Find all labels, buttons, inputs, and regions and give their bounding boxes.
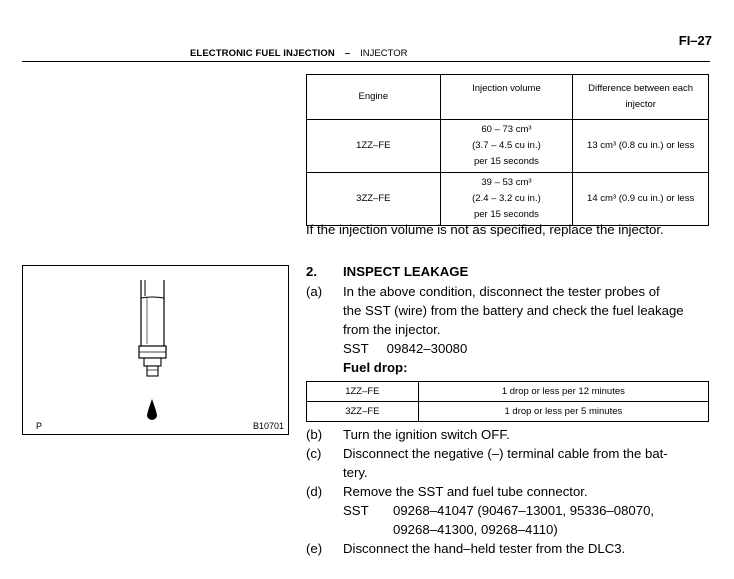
sst-value: 09842–30080 — [386, 341, 468, 356]
header-rule — [22, 61, 710, 62]
running-header — [190, 48, 407, 59]
substep-label-e: (e) — [306, 541, 323, 556]
column-header-difference-text: Difference between each injector — [588, 83, 694, 110]
volume-line: (2.4 – 3.2 cu in.) — [472, 193, 541, 204]
step-title: INSPECT LEAKAGE — [343, 264, 469, 279]
engine-cell: 1ZZ–FE — [307, 382, 419, 402]
engine-cell: 3ZZ–FE — [307, 173, 441, 226]
volume-line: per 15 seconds — [473, 209, 539, 220]
sst-label: SST — [343, 341, 369, 356]
injection-volume-table — [306, 74, 709, 226]
fuel-drop-icon — [147, 399, 157, 420]
volume-line: 60 – 73 cm³ — [481, 124, 532, 135]
sst-value-line: 09268–41047 (90467–13001, 95336–08070, — [393, 503, 655, 518]
figure-corner-label: P — [36, 421, 43, 431]
text-line: from the injector. — [343, 322, 441, 337]
figure-id: B10701 — [252, 421, 284, 431]
substep-label-c: (c) — [306, 446, 322, 461]
column-header-difference — [573, 75, 709, 120]
table-header-row — [307, 75, 709, 120]
volume-line: per 15 seconds — [473, 156, 539, 167]
step-number: 2. — [306, 264, 317, 279]
text-line: Disconnect the negative (–) terminal cable from the bat- — [343, 446, 668, 461]
fuel-drop-table — [306, 381, 709, 422]
volume-cell — [440, 173, 573, 226]
substep-label-a: (a) — [306, 284, 323, 299]
difference-cell: 14 cm³ (0.9 cu in.) or less — [573, 173, 709, 226]
fuel-drop-label: Fuel drop: — [343, 360, 408, 375]
substep-b-text: Turn the ignition switch OFF. — [343, 427, 510, 442]
volume-cell — [440, 120, 573, 173]
substep-label-d: (d) — [306, 484, 323, 499]
sst-line — [343, 339, 684, 358]
substep-e-text: Disconnect the hand–held tester from the DLC3. — [343, 541, 626, 556]
volume-line: (3.7 – 4.5 cu in.) — [472, 140, 541, 151]
substep-d-text: Remove the SST and fuel tube connector. — [343, 484, 588, 499]
engine-cell: 1ZZ–FE — [307, 120, 441, 173]
injector-figure — [22, 265, 289, 435]
header-dash: – — [344, 48, 351, 59]
page-number: FI–27 — [678, 33, 712, 48]
header-section: ELECTRONIC FUEL INJECTION — [190, 48, 335, 59]
text-line: the SST (wire) from the battery and check the fuel leakage — [343, 303, 684, 318]
table-row — [307, 173, 709, 226]
text-line: tery. — [343, 465, 368, 480]
substep-a-text — [343, 282, 684, 377]
engine-cell: 3ZZ–FE — [307, 402, 419, 422]
sst-value-line: 09268–41300, 09268–4110) — [393, 522, 558, 537]
table-row — [307, 120, 709, 173]
table-row — [307, 382, 709, 402]
substep-label-b: (b) — [306, 427, 323, 442]
column-header-engine: Engine — [307, 75, 441, 120]
text-line: In the above condition, disconnect the tester probes of — [343, 284, 660, 299]
drop-value-cell: 1 drop or less per 12 minutes — [418, 382, 708, 402]
injector-drawing — [23, 266, 288, 434]
drop-value-cell: 1 drop or less per 5 minutes — [418, 402, 708, 422]
replace-note: If the injection volume is not as specified, replace the injector. — [306, 222, 664, 237]
column-header-injection-volume: Injection volume — [440, 75, 573, 120]
substep-c-text — [343, 444, 668, 482]
difference-cell: 13 cm³ (0.8 cu in.) or less — [573, 120, 709, 173]
table-row — [307, 402, 709, 422]
header-subsection: INJECTOR — [360, 48, 408, 59]
sst-label: SST — [343, 503, 369, 518]
volume-line: 39 – 53 cm³ — [481, 177, 532, 188]
